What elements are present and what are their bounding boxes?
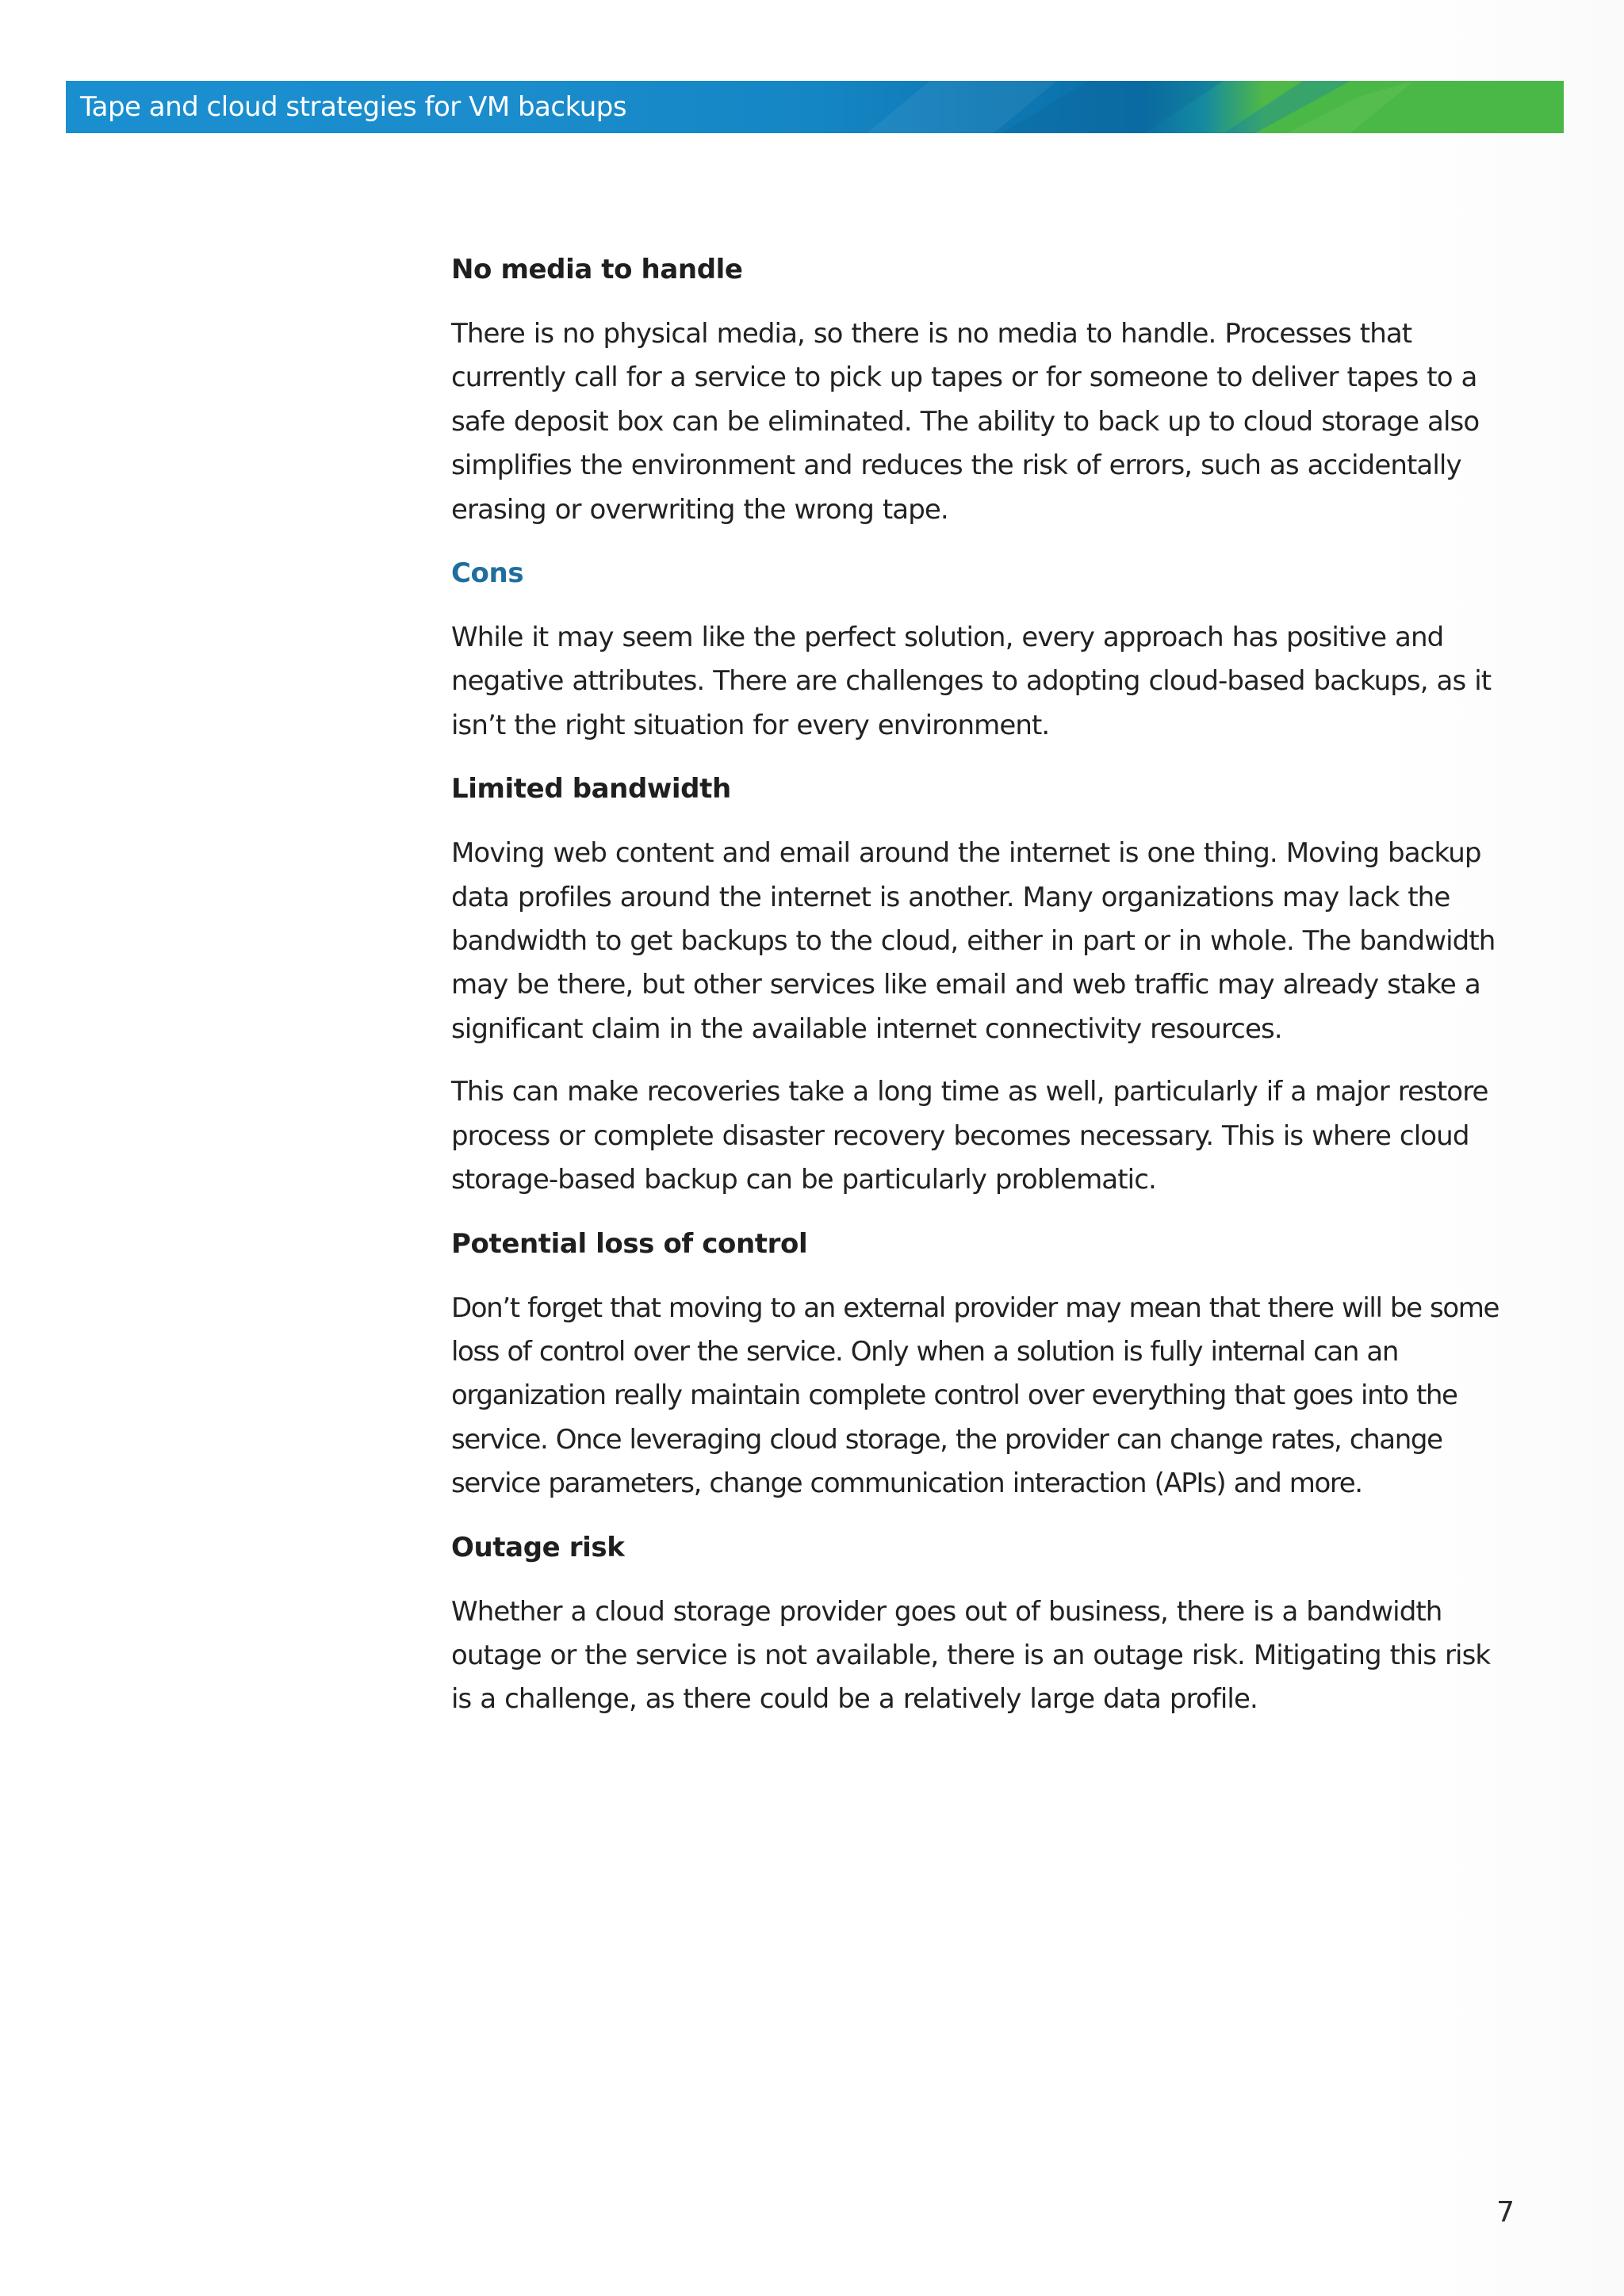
paragraph: While it may seem like the perfect solution, every approach has positive and negative attributes. There are challenges to adopting cloud-based backups, as it isn’t the right situation for every environment.	[451, 622, 1492, 741]
paragraph: This can make recoveries take a long time as well, particularly if a major restore process or complete disaster recovery becomes necessary. This is where cloud storage-based backup can be particularly problematic.	[451, 1076, 1488, 1196]
section-heading: Limited bandwidth	[451, 773, 731, 806]
paragraph: There is no physical media, so there is no media to handle. Processes that currently call for a service to pick up tapes or for someone to deliver tapes to a safe deposit box can be eliminated. The ability to back up to cloud storage also simplifies the environment and reduces the risk of errors, such as accidentally erasing or overwriting the wrong tape.	[451, 318, 1480, 526]
main-content	[451, 247, 1514, 1722]
section-heading-cons: Cons	[451, 557, 524, 590]
section-heading: Outage risk	[451, 1531, 625, 1563]
page-number: 7	[1496, 2196, 1515, 2229]
paragraph: Moving web content and email around the internet is one thing. Moving backup data profiles around the internet is another. Many organizations may lack the bandwidth to get backups to the cloud, either in part or in whole. The bandwidth may be there, but other services like email and web traffic may already stake a significant claim in the available internet connectivity resources.	[451, 837, 1496, 1045]
header-banner	[66, 81, 1564, 133]
document-title: Tape and cloud strategies for VM backups	[80, 91, 627, 123]
paragraph: Whether a cloud storage provider goes out of business, there is a bandwidth outage or the service is not available, there is an outage risk. Mitigating this risk is a challenge, as there could be a relatively large data profile.	[451, 1595, 1491, 1716]
paragraph: Don’t forget that moving to an external provider may mean that there will be some loss of control over the service. Only when a solution is fully internal can an organization really maintain complete control over everything that goes into the service. Once leveraging cloud storage, the provider can change rates, change service parameters, change communication interaction (APIs) and more.	[451, 1292, 1499, 1500]
section-heading: No media to handle	[451, 254, 743, 285]
section-heading: Potential loss of control	[451, 1227, 808, 1260]
